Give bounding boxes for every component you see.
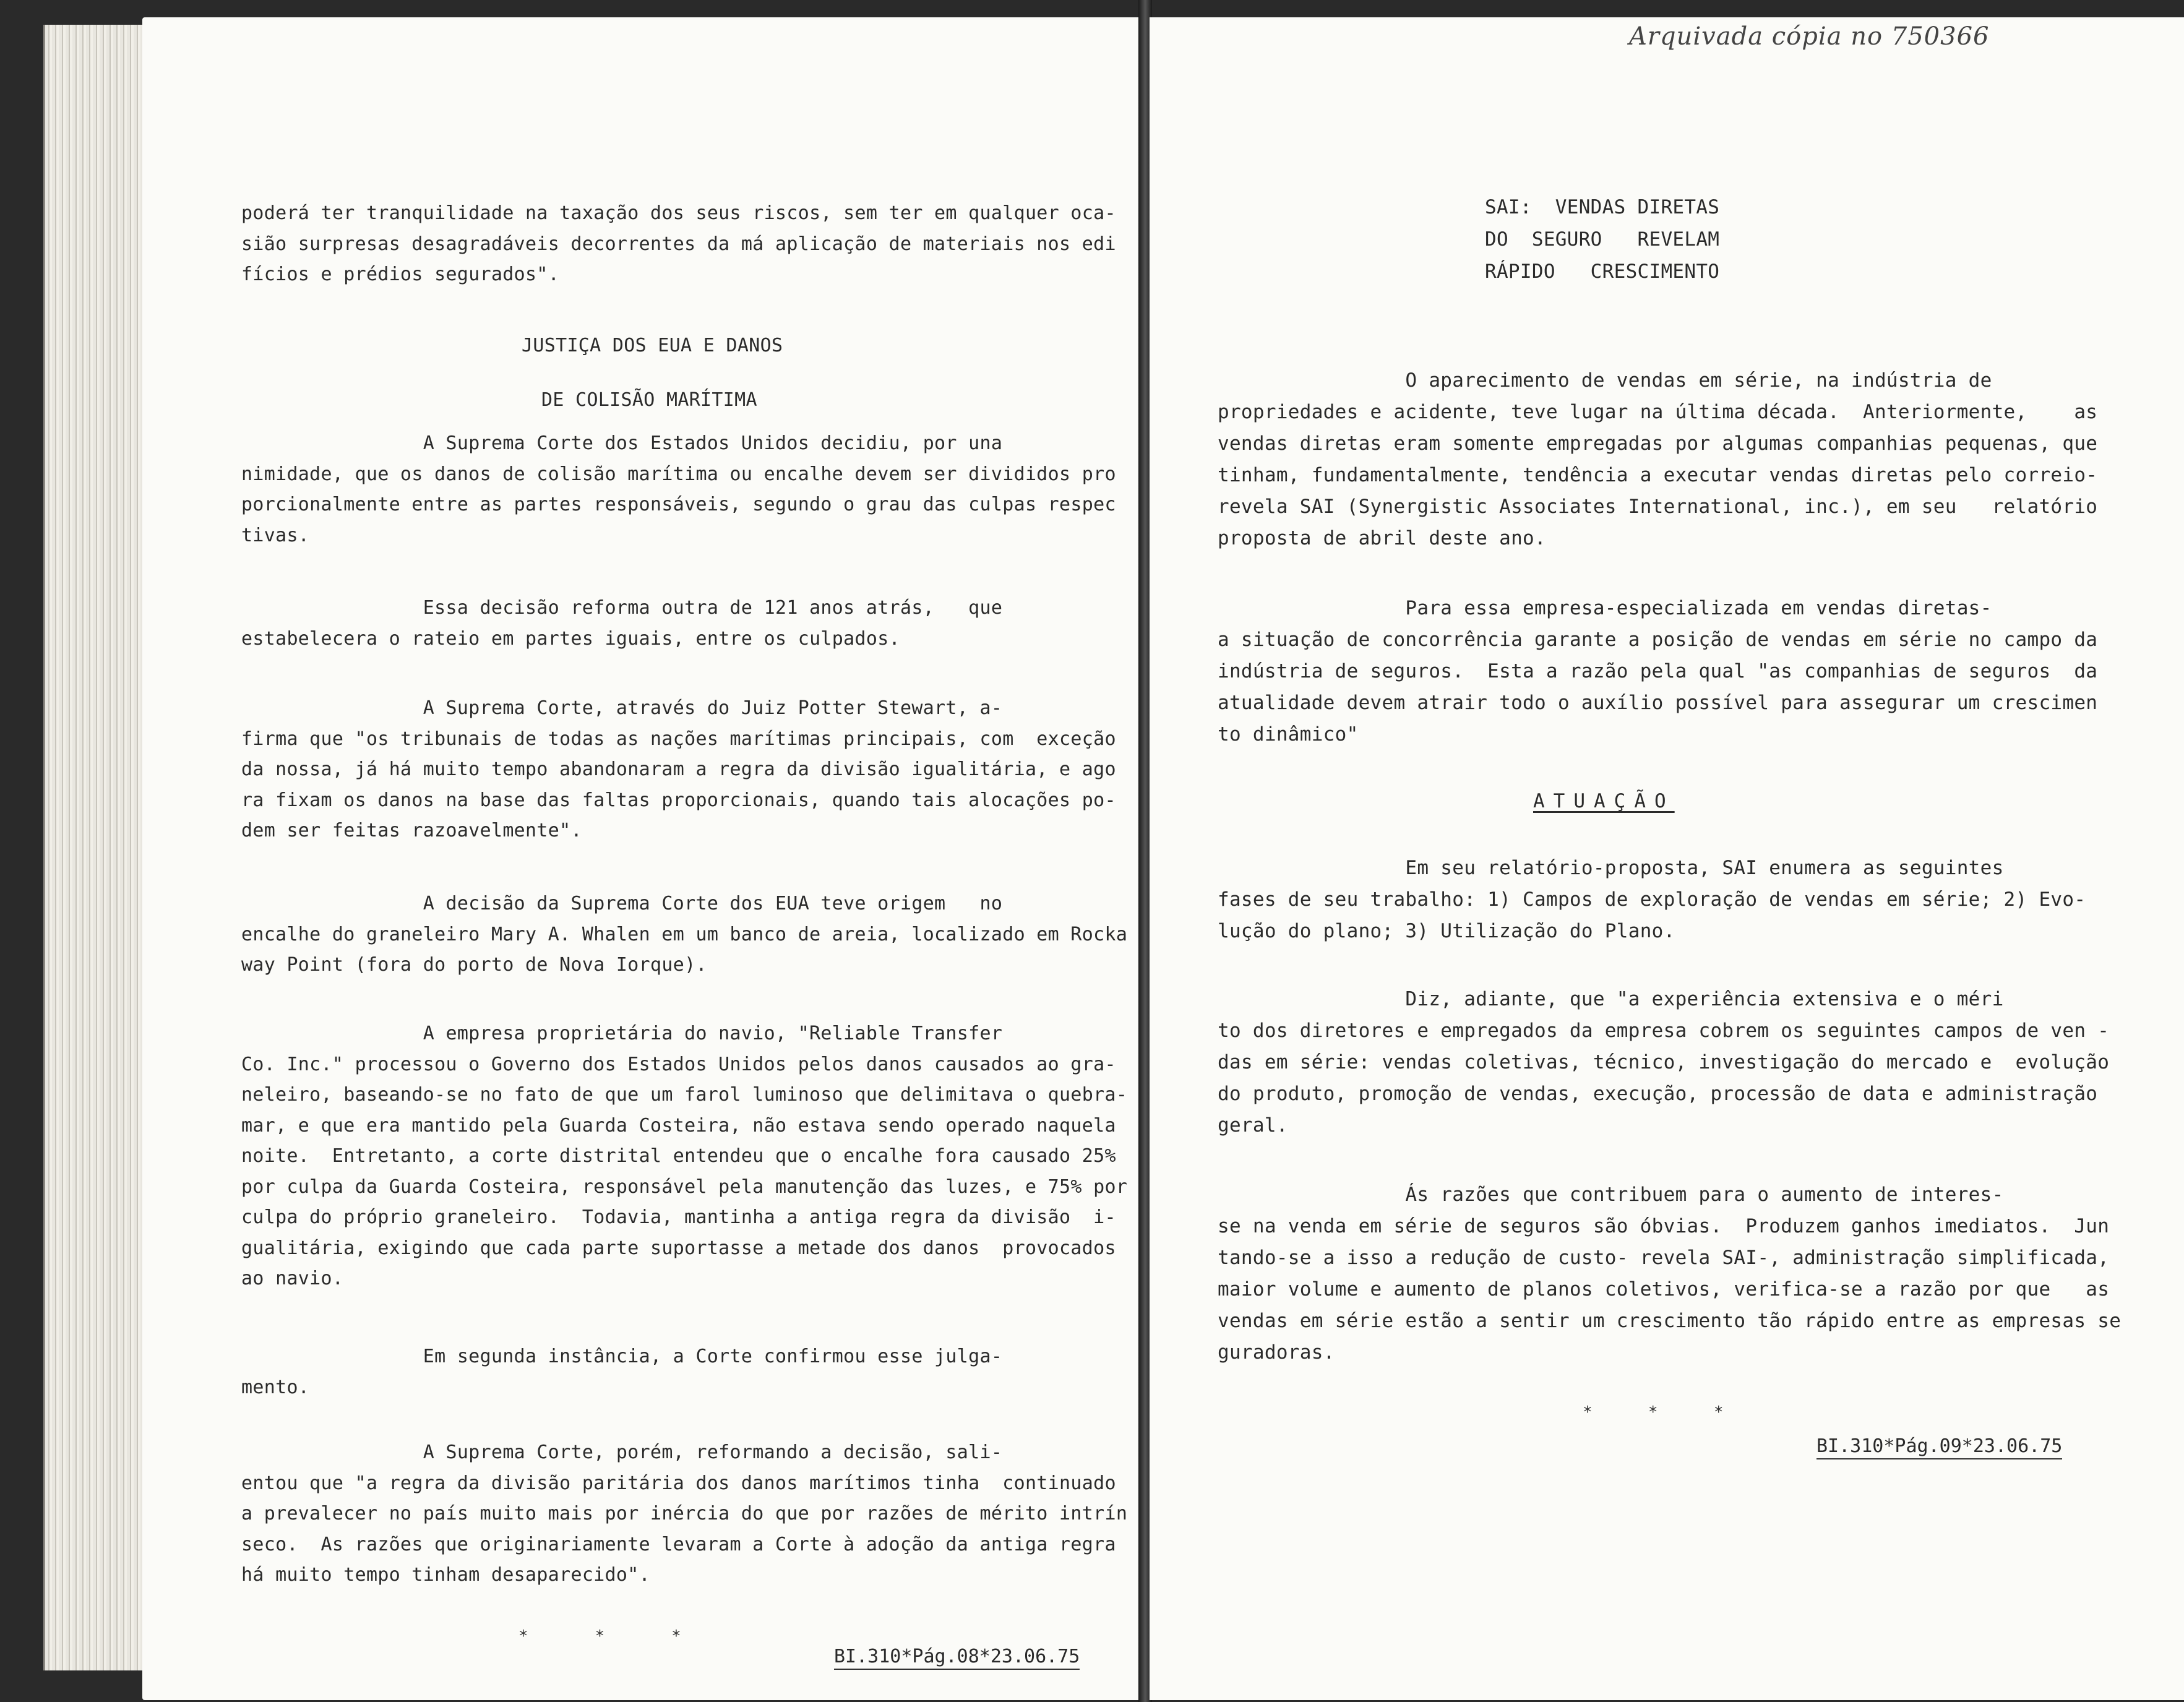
article-title-line3: RÁPIDO CRESCIMENTO [1485, 260, 1720, 283]
section-heading-atuacao: ATUAÇÃO [1533, 790, 1675, 812]
left-paragraph-3: A Suprema Corte, através do Juiz Potter Stewart, a- firma que "os tribunais de todas as nações marítimas principais, com exceção da nossa, já há muito tempo abandonaram a regra da divisão igualitária, e ago ra fixam os danos na base das faltas proporcionais, quando tais alocações po- dem ser feitas razoavelmente". [241, 697, 1116, 841]
left-page-footer: BI.310*Pág.08*23.06.75 [834, 1646, 1080, 1670]
left-paragraph-6: Em segunda instância, a Corte confirmou esse julga- mento. [241, 1346, 1003, 1398]
left-page [142, 17, 1138, 1700]
handwritten-archive-note: Arquivada cópia no 750366 [1629, 22, 1990, 51]
left-heading-line1: JUSTIÇA DOS EUA E DANOS [522, 335, 783, 356]
right-paragraph-4: Diz, adiante, que "a experiência extensiva e o méri to dos diretores e empregados da empresa cobrem os seguintes campos de ven - das em série: vendas coletivas, técnico, investigação do mercado e evolução do produto, promoção de vendas, execução, processão de data e administração geral. [1218, 988, 2110, 1137]
left-paragraph-1: A Suprema Corte dos Estados Unidos decidiu, por una nimidade, que os danos de colisão marítima ou encalhe devem ser divididos pro porcionalmente entre as partes responsáveis, segundo o grau das culpas respec tivas. [241, 432, 1116, 546]
right-page [1150, 17, 2184, 1700]
page-edges [43, 25, 150, 1670]
left-intro-paragraph: poderá ter tranquilidade na taxação dos seus riscos, sem ter em qualquer oca- sião surpresas desagradáveis decorrentes da má aplicação de materiais nos edi fícios e prédios segurados". [241, 202, 1116, 285]
left-paragraph-2: Essa decisão reforma outra de 121 anos atrás, que estabelecera o rateio em partes iguais, entre os culpados. [241, 597, 1003, 650]
article-title-line2: DO SEGURO REVELAM [1485, 228, 1720, 251]
left-paragraph-5: A empresa proprietária do navio, "Reliable Transfer Co. Inc." processou o Governo dos Estados Unidos pelos danos causados ao gra- neleiro, baseando-se no fato de que um farol luminoso que delimitava o quebra- mar, e que era mantido pela Guarda Costeira, não estava sendo operado naquela noite. Entretanto, a corte distrital entendeu que o encalhe fora causado 25% por culpa da Guarda Costeira, responsável pela manutenção das luzes, e 75% por culpa do próprio graneleiro. Todavia, mantinha a antiga regra da divisão i- gualitária, exigindo que cada parte suportasse a metade dos danos provocados ao navio. [241, 1023, 1128, 1289]
right-paragraph-1: O aparecimento de vendas em série, na indústria de propriedades e acidente, teve lugar na última década. Anteriormente, as vendas diretas eram somente empregadas por algumas companhias pequenas, que tinham, fundamentalmente, tendência a executar vendas diretas pelo correio- revela SAI (Synergistic Associates International, inc.), em seu relatório proposta de abril deste ano. [1218, 369, 2098, 549]
right-separator-stars: * * * [1583, 1403, 1725, 1422]
right-paragraph-2: Para essa empresa-especializada em vendas diretas- a situação de concorrência garante a posição de vendas em série no campo da indústria de seguros. Esta a razão pela qual "as companhias de seguros da atualidade devem atrair todo o auxílio possível para assegurar um crescimen to dinâmico" [1218, 597, 2098, 746]
left-heading-line2: DE COLISÃO MARÍTIMA [541, 389, 757, 411]
right-paragraph-3: Em seu relatório-proposta, SAI enumera as seguintes fases de seu trabalho: 1) Campos de exploração de vendas em série; 2) Evo- lução do plano; 3) Utilização do Plano. [1218, 857, 2086, 942]
left-paragraph-4: A decisão da Suprema Corte dos EUA teve origem no encalhe do graneleiro Mary A. Whalen em um banco de areia, localizado em Rocka way Point (fora do porto de Nova Iorque). [241, 893, 1128, 976]
left-paragraph-7: A Suprema Corte, porém, reformando a decisão, sali- entou que "a regra da divisão paritária dos danos marítimos tinha continuado a prevalecer no país muito mais por inércia do que por razões de mérito intrín seco. As razões que originariamente levaram a Corte à adoção da antiga regra há muito tempo tinham desaparecido". [241, 1442, 1128, 1586]
right-paragraph-5: Ás razões que contribuem para o aumento de interes- se na venda em série de seguros são óbvias. Produzem ganhos imediatos. Jun tando-se a isso a redução de custo- revela SAI-, administração simplificada, maior volume e aumento de planos coletivos, verifica-se a razão por que as vendas em série estão a sentir um crescimento tão rápido entre as empresas se guradoras. [1218, 1184, 2122, 1364]
left-separator-stars: * * * [518, 1627, 682, 1646]
right-page-footer: BI.310*Pág.09*23.06.75 [1816, 1435, 2062, 1459]
article-title-line1: SAI: VENDAS DIRETAS [1485, 196, 1720, 218]
